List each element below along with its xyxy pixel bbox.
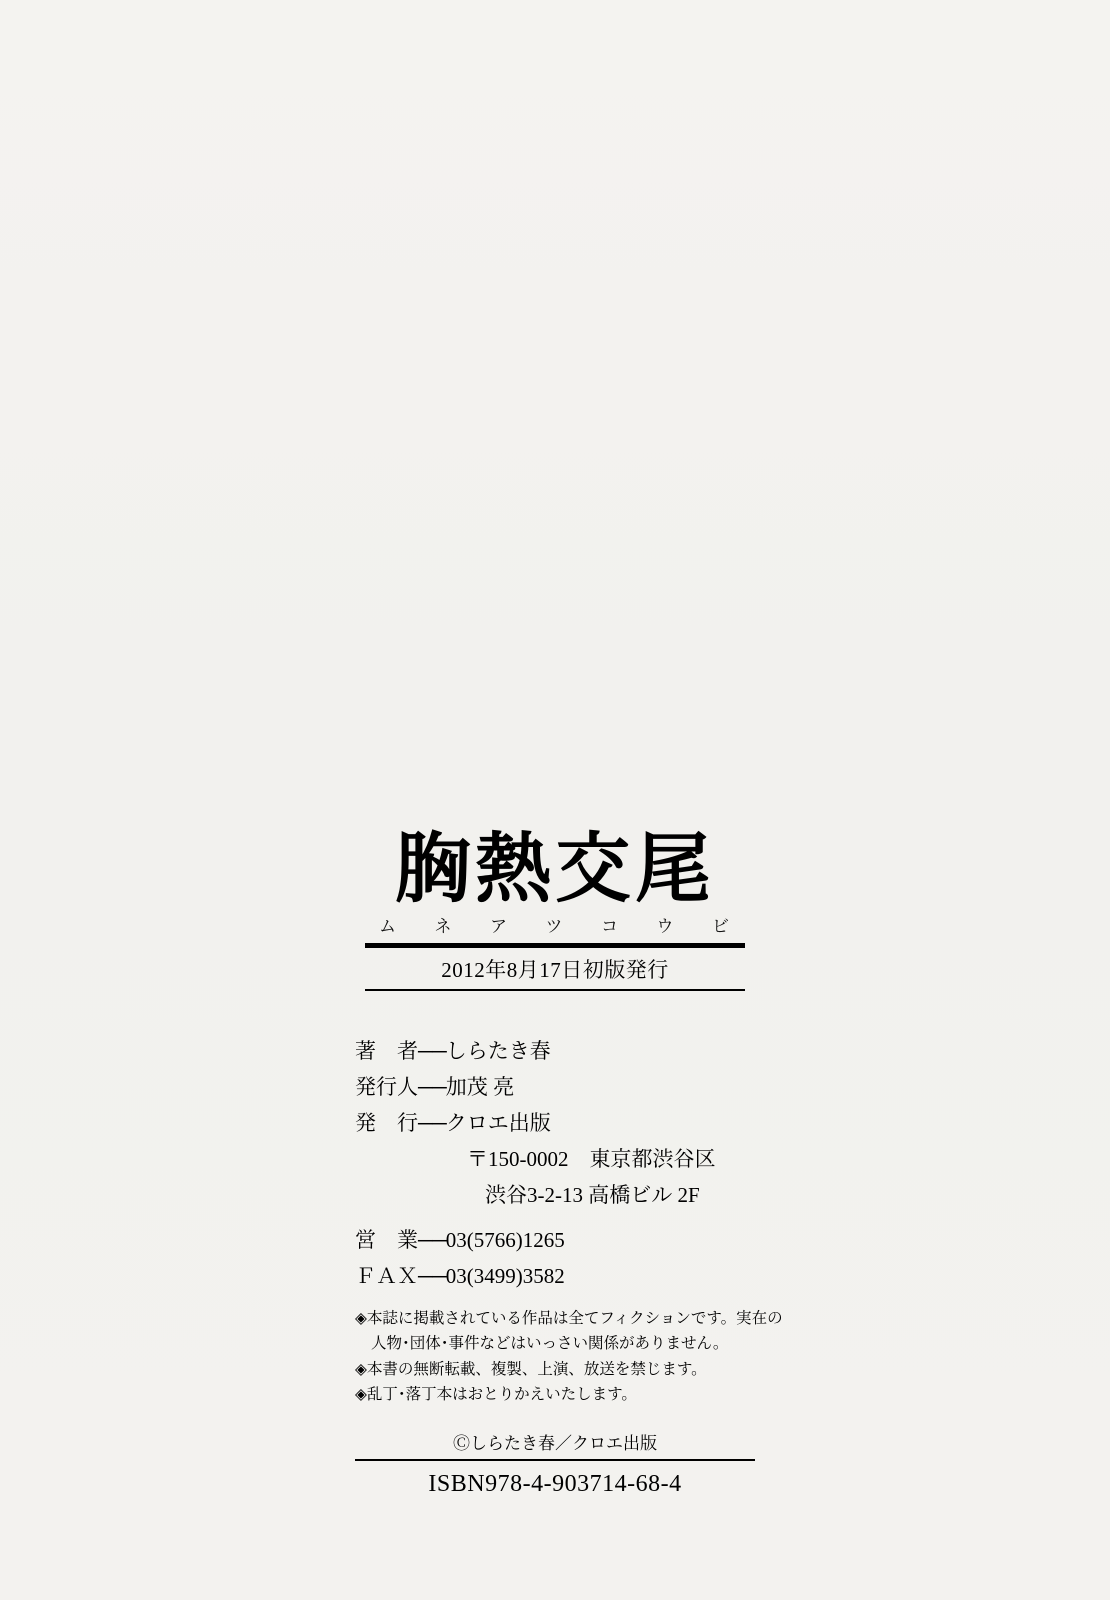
ruby-char: ム: [379, 916, 398, 937]
credit-value: クロエ出版: [445, 1110, 551, 1135]
credit-dash: ──: [418, 1228, 446, 1253]
credit-label: 発行人: [355, 1074, 418, 1099]
ruby-char: ネ: [434, 916, 454, 937]
credits-list: [355, 1033, 755, 1295]
ruby-char: ツ: [545, 916, 565, 937]
divider-thin: [365, 989, 745, 991]
credit-row-publisher: [355, 1105, 755, 1141]
credit-label: ＦＡＸ: [355, 1264, 418, 1289]
notice-reproduction-ban: ◈本書の無断転載、複製、上演、放送を禁じます。: [355, 1359, 707, 1378]
credit-label: 営 業: [355, 1228, 418, 1253]
credit-row-publisher-person: [355, 1069, 755, 1105]
copyright-notice: Ⓒしらたき春／クロエ出版: [453, 1433, 657, 1454]
credit-value: しらたき春: [445, 1038, 551, 1063]
notices-block: [355, 1306, 783, 1406]
footer-block: [355, 1429, 755, 1498]
credit-value: 03(3499)3582: [445, 1264, 565, 1289]
spacer: [355, 1213, 755, 1222]
ruby-char: ア: [490, 916, 509, 937]
isbn-number: ISBN978-4-903714-68-4: [428, 1470, 682, 1497]
notice-defective-copy: ◈乱丁･落丁本はおとりかえいたします。: [355, 1384, 637, 1403]
title-block: [365, 824, 745, 937]
credit-dash: ──: [418, 1074, 446, 1099]
credit-row-author: [355, 1033, 755, 1069]
publication-date: 2012年8月17日初版発行: [441, 957, 669, 982]
credit-value: 加茂 亮: [445, 1074, 515, 1099]
credit-row-fax: [355, 1258, 755, 1294]
address-line-1: 〒150-0002 東京都渋谷区: [467, 1146, 716, 1171]
ruby-char: ウ: [656, 916, 676, 937]
ruby-char: コ: [601, 916, 620, 937]
credit-value: 03(5766)1265: [445, 1228, 565, 1253]
credit-label: 著 者: [355, 1038, 418, 1063]
credit-row-sales-phone: [355, 1222, 755, 1258]
credit-dash: ──: [418, 1264, 446, 1289]
notice-fiction-disclaimer-cont: 人物･団体･事件などはいっさい関係がありません。: [371, 1334, 729, 1353]
address-line-2: 渋谷3-2-13 高橋ビル 2F: [485, 1182, 700, 1207]
notice-fiction-disclaimer: ◈本誌に掲載されている作品は全てフィクションです。実在の: [355, 1309, 783, 1328]
credit-dash: ──: [418, 1110, 446, 1135]
credit-label: 発 行: [355, 1110, 418, 1135]
credit-dash: ──: [418, 1038, 446, 1063]
ruby-char: ビ: [712, 916, 731, 937]
colophon-block: [0, 824, 1110, 1498]
page-title: 胸熱交尾: [395, 824, 715, 913]
